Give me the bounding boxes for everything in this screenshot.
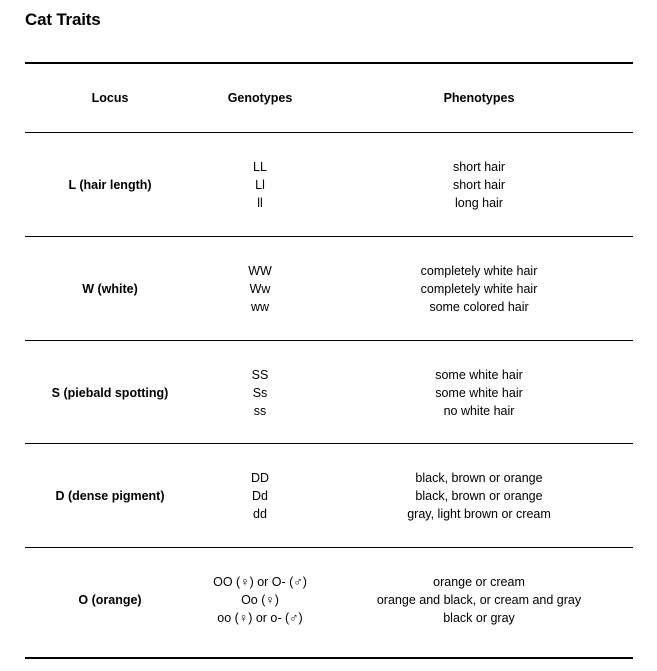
genotypes-cell (195, 341, 325, 445)
genotype: LL (253, 160, 267, 174)
locus-label: W (white) (82, 282, 138, 296)
header-locus: Locus (91, 90, 129, 105)
genotype: Ww (249, 282, 271, 296)
genotype: Dd (252, 489, 268, 503)
phenotype: completely white hair (420, 282, 538, 296)
table-row (25, 237, 633, 341)
phenotypes-cell (325, 341, 633, 445)
locus-label: D (dense pigment) (55, 489, 165, 503)
phenotype: gray, light brown or cream (407, 507, 551, 521)
genotype: Ss (252, 386, 268, 400)
phenotype: orange and black, or cream and gray (376, 593, 582, 607)
phenotype: short hair (452, 178, 506, 192)
phenotype: some colored hair (429, 300, 529, 314)
table-row (25, 444, 633, 548)
phenotypes-cell (325, 133, 633, 237)
phenotype: black or gray (443, 611, 515, 625)
genotypes-cell (195, 133, 325, 237)
genotype: DD (250, 471, 270, 485)
genotypes-cell (195, 237, 325, 341)
phenotype: some white hair (435, 368, 523, 382)
genotypes-cell (195, 444, 325, 548)
header-genotypes: Genotypes (227, 90, 293, 105)
locus-label: L (hair length) (68, 178, 152, 192)
genotype: dd (253, 507, 267, 521)
genotypes-cell (195, 548, 325, 652)
header-phenotypes: Phenotypes (443, 90, 515, 105)
table-row (25, 133, 633, 237)
genotype: SS (251, 368, 269, 382)
genotype: Oo (♀) (241, 593, 279, 607)
locus-cell (25, 341, 195, 445)
genotype: oo (♀) or o- (♂) (217, 611, 303, 625)
locus-cell (25, 237, 195, 341)
phenotype: orange or cream (433, 575, 525, 589)
phenotype: some white hair (435, 386, 523, 400)
phenotype: completely white hair (420, 264, 538, 278)
phenotype: black, brown or orange (415, 471, 543, 485)
phenotype: black, brown or orange (415, 489, 543, 503)
genotype: ss (253, 404, 267, 418)
locus-label: S (piebald spotting) (51, 386, 169, 400)
genotype: ww (250, 300, 270, 314)
locus-cell (25, 133, 195, 237)
genotype: OO (♀) or O- (♂) (213, 575, 307, 589)
phenotype: short hair (452, 160, 506, 174)
locus-cell (25, 548, 195, 652)
locus-cell (25, 444, 195, 548)
genotype: Ll (255, 178, 265, 192)
locus-label: O (orange) (78, 593, 142, 607)
genotype: WW (248, 264, 272, 278)
phenotype: long hair (455, 196, 503, 210)
page-title: Cat Traits (25, 10, 101, 29)
phenotypes-cell (325, 548, 633, 652)
phenotypes-cell (325, 444, 633, 548)
table-header (25, 63, 633, 132)
genotype: ll (257, 196, 263, 210)
table-row (25, 548, 633, 652)
phenotypes-cell (325, 237, 633, 341)
table-row (25, 341, 633, 445)
phenotype: no white hair (443, 404, 515, 418)
table-bottom-rule (25, 657, 633, 659)
